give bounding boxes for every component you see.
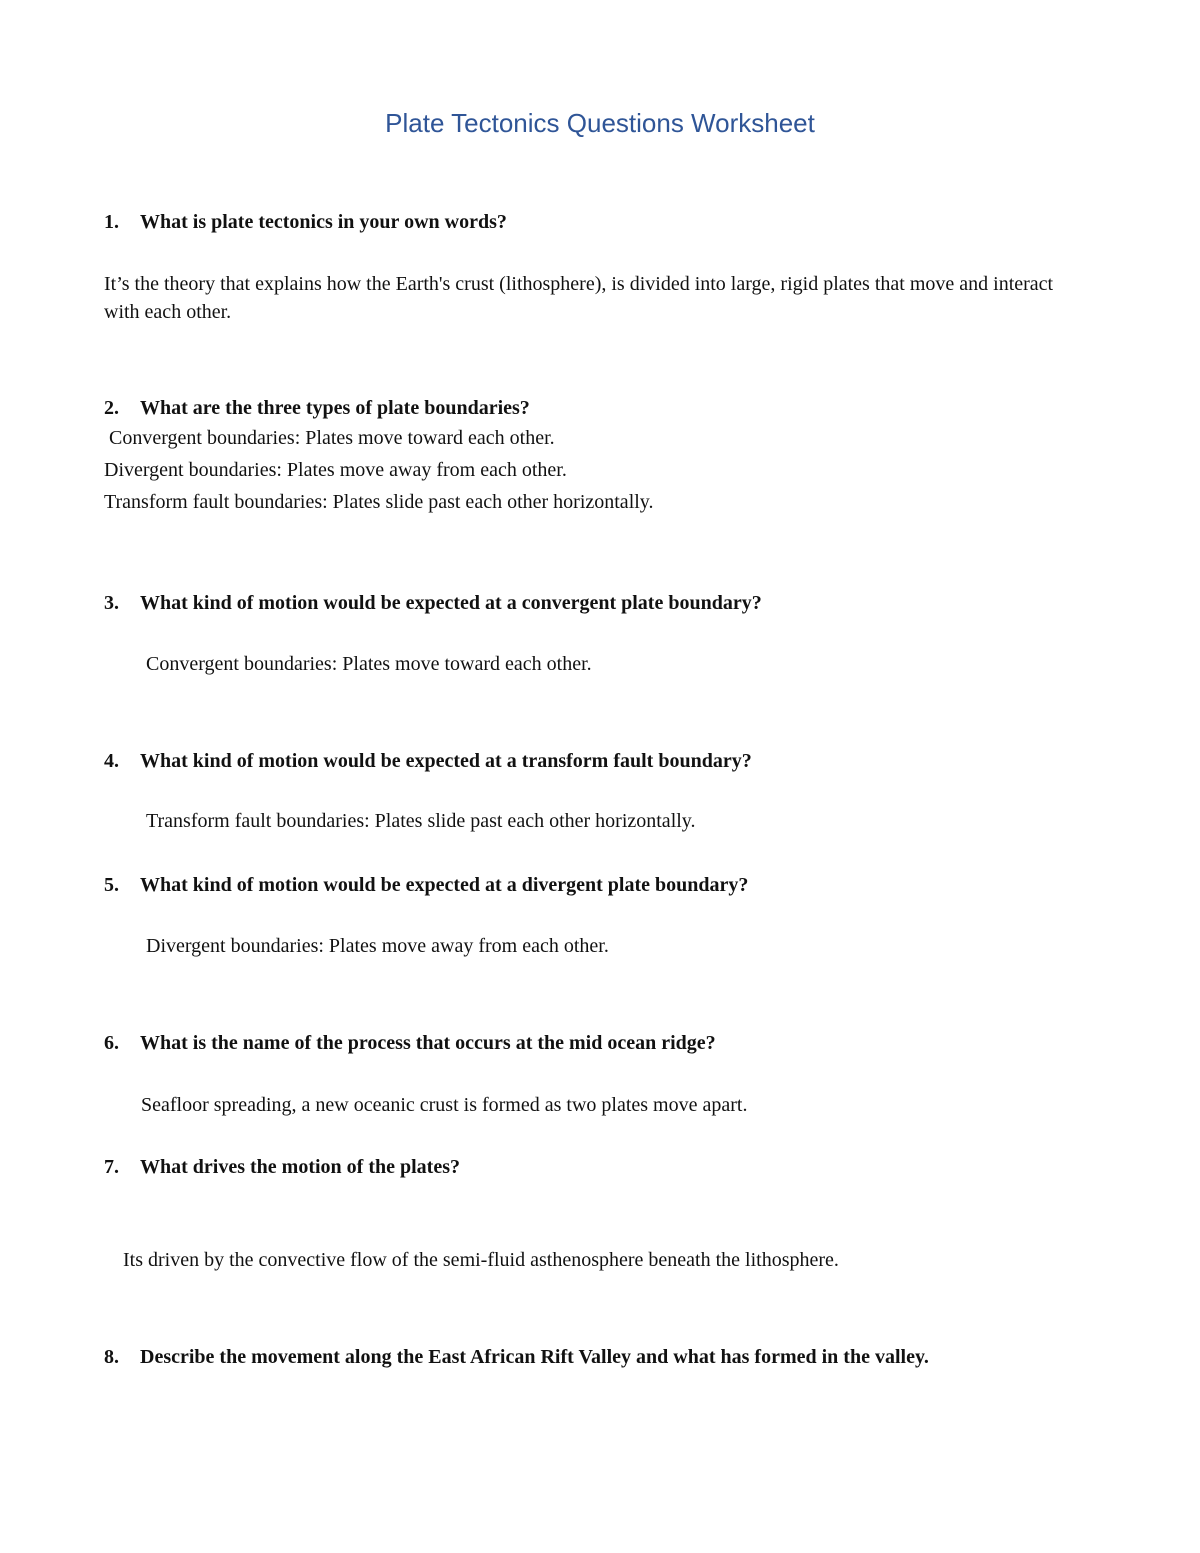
answer-1: It’s the theory that explains how the Earth's crust (lithosphere), is divided into large, rigid plates that move and interact with each other. [104, 273, 1054, 323]
answer-2-line-3: Transform fault boundaries: Plates slide past each other horizontally. [104, 491, 654, 513]
question-7 [104, 1156, 460, 1179]
question-number: 1. [104, 211, 119, 233]
question-text: Describe the movement along the East African Rift Valley and what has formed in the valley. [140, 1346, 929, 1368]
question-text: What is plate tectonics in your own words? [140, 211, 507, 233]
question-text: What is the name of the process that occurs at the mid ocean ridge? [140, 1032, 716, 1054]
question-3 [104, 592, 762, 615]
answer-5: Divergent boundaries: Plates move away from each other. [146, 935, 609, 957]
question-text: What kind of motion would be expected at a convergent plate boundary? [140, 592, 762, 614]
question-1 [104, 211, 507, 234]
answer-2-line-2: Divergent boundaries: Plates move away from each other. [104, 459, 567, 481]
question-text: What are the three types of plate boundaries? [140, 397, 530, 419]
question-number: 7. [104, 1156, 119, 1178]
question-number: 2. [104, 397, 119, 419]
answer-4: Transform fault boundaries: Plates slide past each other horizontally. [146, 810, 696, 832]
question-4 [104, 750, 752, 773]
answer-2-line-1: Convergent boundaries: Plates move toward each other. [104, 427, 555, 449]
question-text: What kind of motion would be expected at a transform fault boundary? [140, 750, 752, 772]
question-2 [104, 397, 530, 420]
question-number: 5. [104, 874, 119, 896]
question-5 [104, 874, 748, 897]
question-number: 4. [104, 750, 119, 772]
question-6 [104, 1032, 716, 1055]
answer-3: Convergent boundaries: Plates move toward each other. [146, 653, 592, 675]
question-8 [104, 1346, 929, 1369]
answer-7: Its driven by the convective flow of the semi-fluid asthenosphere beneath the lithosphere. [123, 1249, 839, 1271]
question-number: 8. [104, 1346, 119, 1368]
question-number: 3. [104, 592, 119, 614]
page-title: Plate Tectonics Questions Worksheet [385, 108, 815, 138]
question-text: What kind of motion would be expected at a divergent plate boundary? [140, 874, 749, 896]
answer-6: Seafloor spreading, a new oceanic crust is formed as two plates move apart. [141, 1094, 748, 1116]
question-text: What drives the motion of the plates? [140, 1156, 460, 1178]
question-number: 6. [104, 1032, 119, 1054]
